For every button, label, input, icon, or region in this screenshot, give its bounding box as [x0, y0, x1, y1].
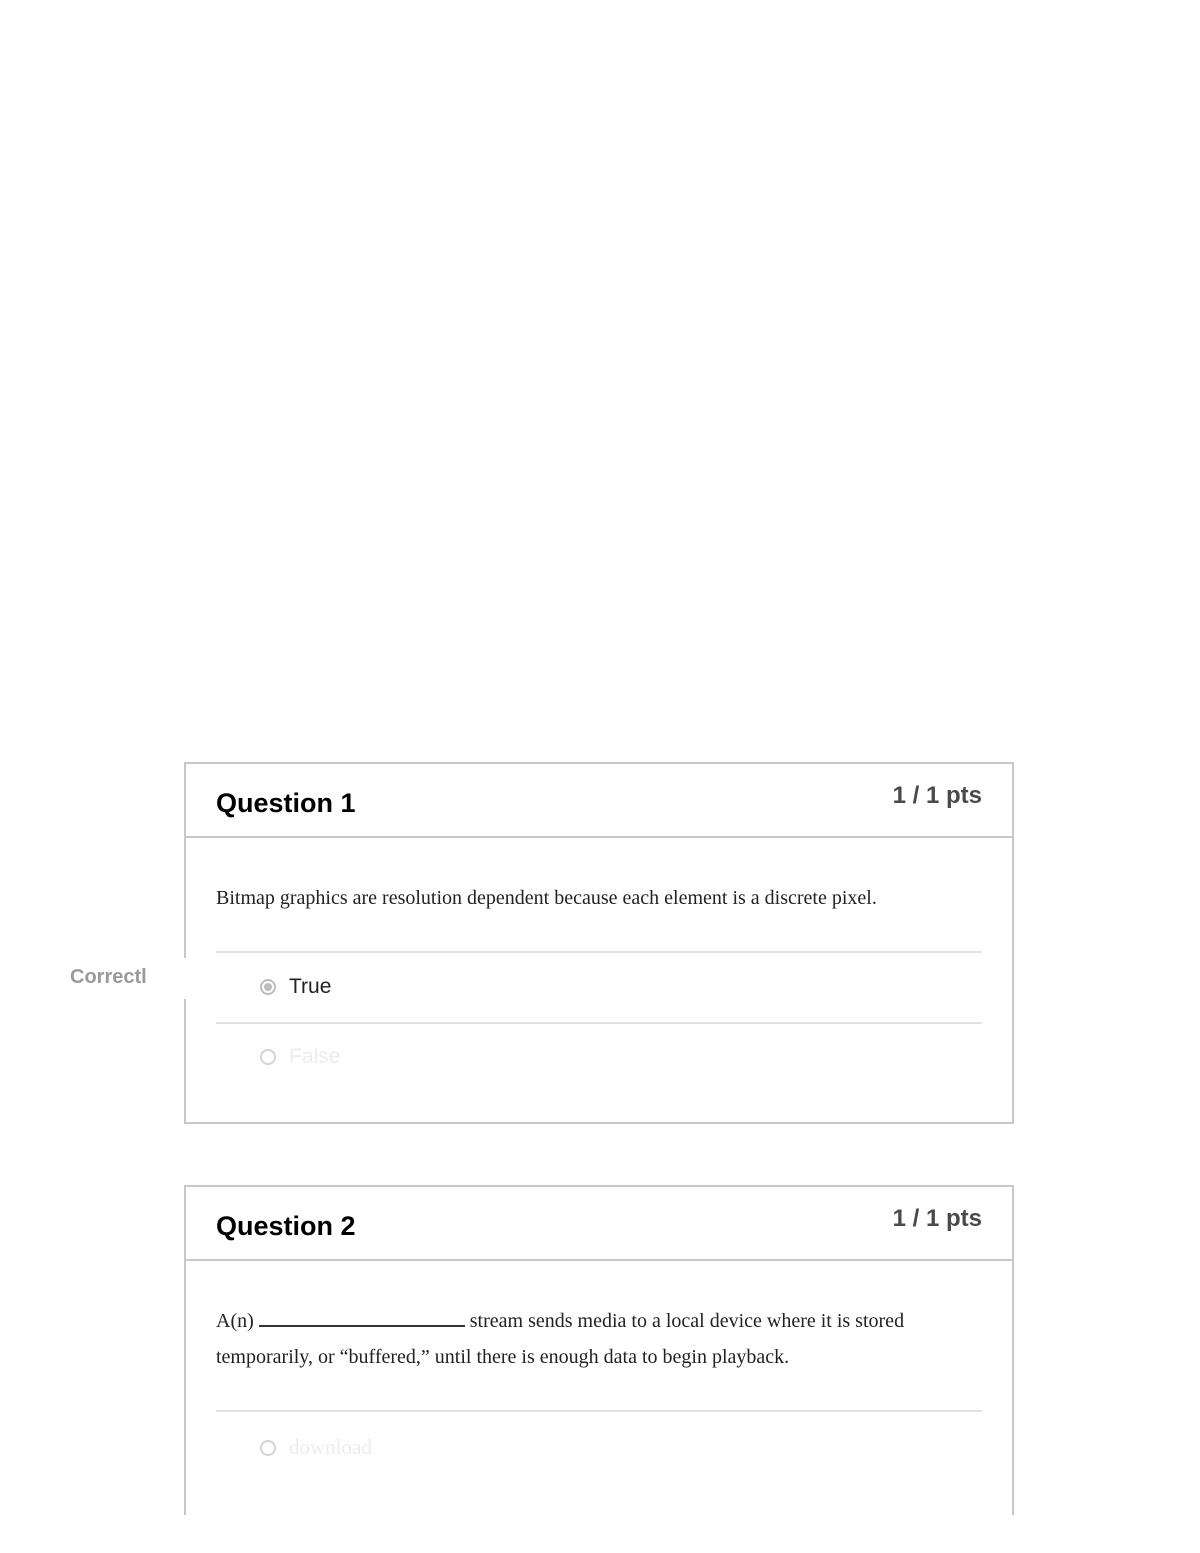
answer-divider [216, 951, 982, 953]
question-text-before: A(n) [216, 1310, 254, 1332]
correct-answer-tag: Correctl [70, 966, 147, 988]
question-points: 1 / 1 pts [892, 782, 982, 809]
answer-label: True [289, 975, 332, 998]
answer-option-download[interactable] [260, 1435, 372, 1460]
answer-label: False [289, 1045, 341, 1068]
answer-divider [216, 1410, 982, 1412]
question-text [216, 1303, 982, 1375]
answer-label: download [289, 1435, 372, 1459]
radio-unselected-icon[interactable] [260, 1049, 276, 1065]
answer-option-false[interactable] [260, 1045, 340, 1069]
question-header [186, 1187, 1012, 1261]
question-card-1 [184, 762, 1014, 1124]
question-points: 1 / 1 pts [892, 1205, 982, 1232]
radio-selected-icon[interactable] [260, 979, 276, 995]
question-header [186, 764, 1012, 838]
card-border-gap [182, 958, 188, 999]
question-title: Question 1 [216, 788, 356, 818]
radio-unselected-icon[interactable] [260, 1440, 276, 1456]
answer-option-true[interactable] [260, 975, 331, 999]
question-title: Question 2 [216, 1211, 356, 1241]
question-text: Bitmap graphics are resolution dependent because each element is a discrete pixel. [216, 887, 877, 909]
question-card-2 [184, 1185, 1014, 1515]
answer-divider [216, 1022, 982, 1024]
fill-in-blank [259, 1307, 465, 1327]
question-text-after: stream sends media to a local device where it is stored temporarily, or “buffered,” until there is enough data to begin playback. [216, 1310, 905, 1368]
